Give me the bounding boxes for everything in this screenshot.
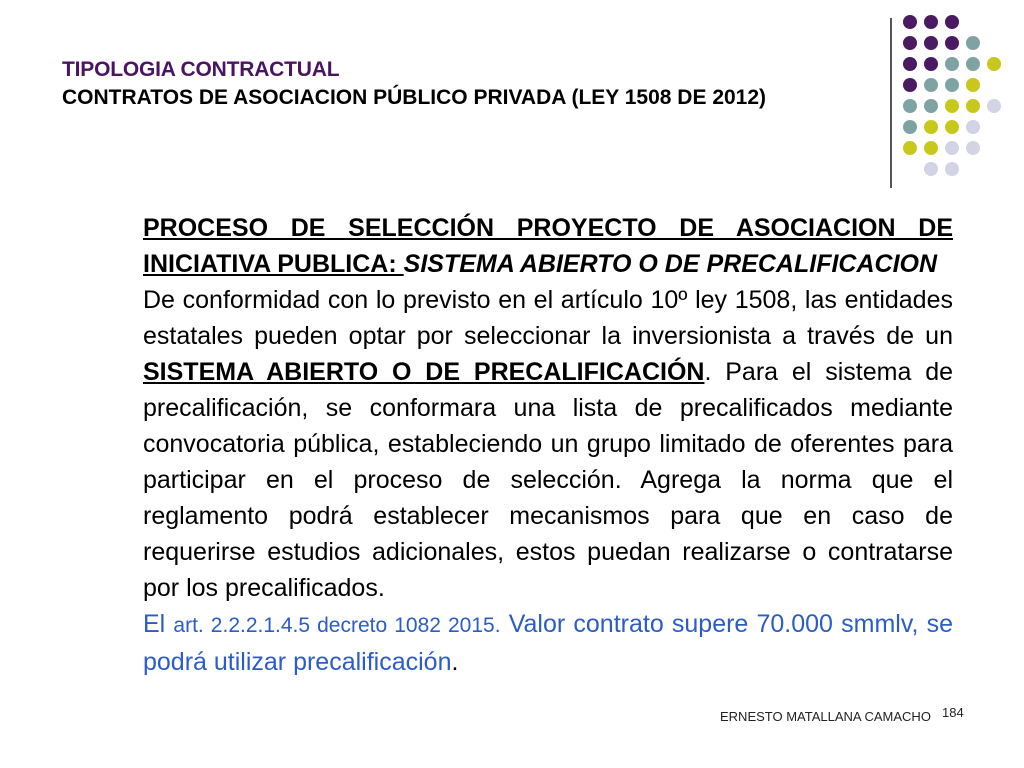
title-subject: CONTRATOS DE ASOCIACION PÚBLICO PRIVADA (LEY 1508 DE 2012) [62,86,767,109]
decorative-dot [903,120,917,134]
body-paragraph [143,282,953,606]
decorative-dot [903,36,917,50]
decorative-dot [945,120,959,134]
decorative-dot [987,99,1001,113]
decorative-dot [966,99,980,113]
decorative-dot [945,99,959,113]
slide-body [143,210,953,680]
heading-underlined: PROCESO DE SELECCIÓN PROYECTO DE ASOCIACION DE INICIATIVA PUBLICA: [143,214,953,278]
decorative-dot [945,15,959,29]
decorative-dot [903,15,917,29]
decorative-dot [903,141,917,155]
decorative-dot [987,57,1001,71]
decorative-dot [924,141,938,155]
heading-italic: SISTEMA ABIERTO O DE PRECALIFICACION [403,250,938,278]
paragraph-text-2: . Para el sistema de precalificación, se conformara una lista de precalificados mediante convocatoria pública, estableciendo un grupo limitado de oferentes para participar en el proceso de selección. Agrega la norma que el reglamento podrá establecer mecanismos para que en caso de requerirse estudios adicionales, estos puedan realizarse o contratarse por los precalificados. [143,358,954,602]
decorative-dot [966,57,980,71]
decorative-dot [966,78,980,92]
page-number: 184 [942,705,964,720]
decorative-dot [945,57,959,71]
decorative-dot [924,78,938,92]
decorative-dot [945,141,959,155]
decorative-dot [924,36,938,50]
vertical-divider [890,18,892,188]
blue-note-text: Valor contrato supere 70.000 smmlv, se podrá utilizar precalificación [143,610,953,676]
decorative-dot [924,15,938,29]
title-category: TIPOLOGIA CONTRACTUAL [62,58,340,81]
decorative-dot [924,120,938,134]
decorative-dot [945,36,959,50]
slide-title [62,57,862,113]
blue-note [143,606,953,680]
decorative-dot [924,162,938,176]
blue-note-prefix: El [143,610,174,638]
section-heading [143,210,953,282]
blue-note-period: . [451,648,459,676]
decorative-dots-grid [903,15,1013,165]
decorative-dot [903,78,917,92]
decorative-dot [945,78,959,92]
paragraph-text-1: De conformidad con lo previsto en el artículo 10º ley 1508, las entidades estatales pueden optar por seleccionar la inversionista a través de un [143,286,953,350]
footer-author: ERNESTO MATALLANA CAMACHO [720,709,931,724]
decorative-dot [903,57,917,71]
decorative-dot [903,99,917,113]
paragraph-emphasis: SISTEMA ABIERTO O DE PRECALIFICACIÓN [143,358,705,386]
decorative-dot [966,141,980,155]
decorative-dot [924,99,938,113]
decorative-dot [966,120,980,134]
decorative-dot [945,162,959,176]
decorative-dot [924,57,938,71]
blue-note-reference: art. 2.2.2.1.4.5 decreto 1082 2015. [173,614,501,637]
decorative-dot [966,36,980,50]
